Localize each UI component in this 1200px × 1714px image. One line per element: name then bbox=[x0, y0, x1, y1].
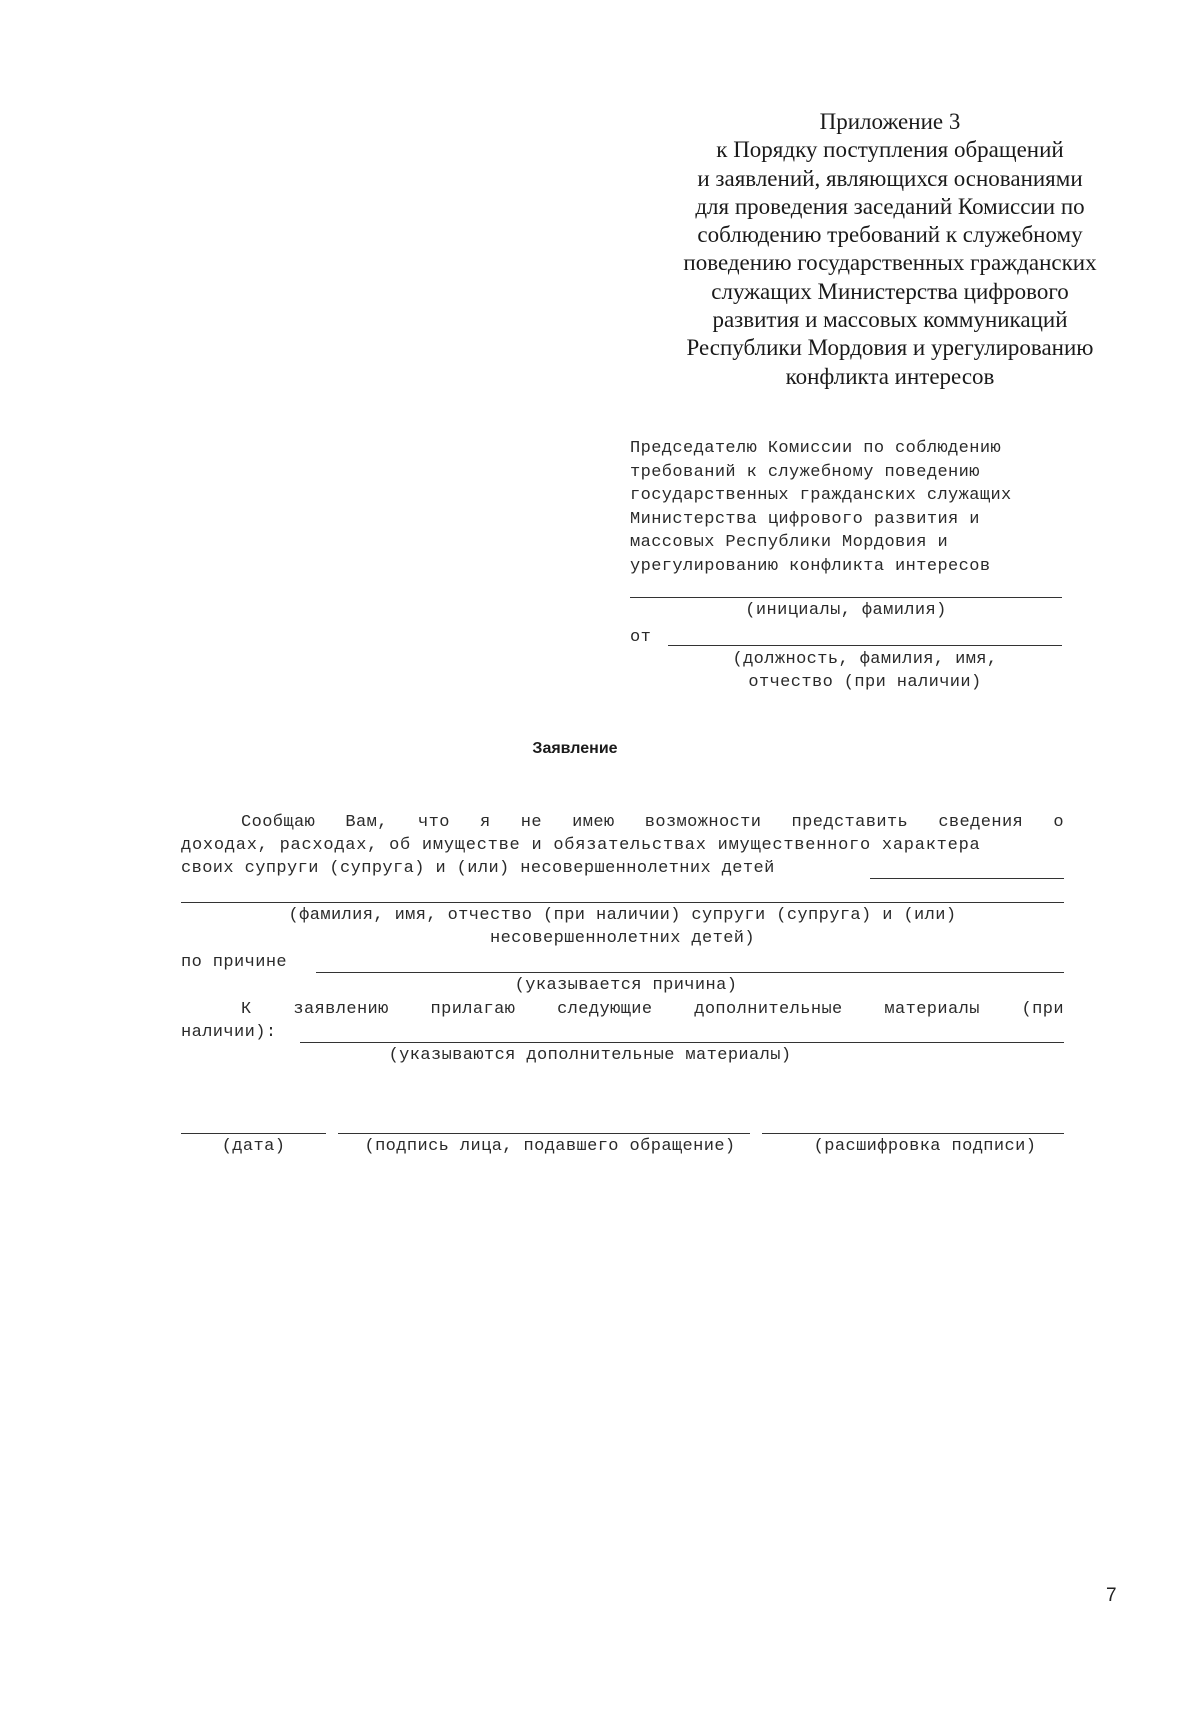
appendix-line: конфликта интересов bbox=[785, 363, 995, 389]
appendix-line: поведению государственных гражданских bbox=[683, 250, 1097, 276]
reason-caption: (указывается причина) bbox=[514, 976, 738, 995]
addressee-line: требований к служебному поведению bbox=[630, 462, 980, 482]
children-line bbox=[870, 878, 1064, 879]
attachment-word: следующие bbox=[557, 1000, 653, 1019]
appendix-line: к Порядку поступления обращений bbox=[716, 137, 1064, 163]
attachment-line bbox=[300, 1042, 1064, 1043]
position-caption: отчество (при наличии) bbox=[748, 673, 982, 692]
decode-line bbox=[762, 1133, 1064, 1134]
appendix-line: Республики Мордовия и урегулированию bbox=[686, 335, 1094, 361]
attachment-word: заявлению bbox=[293, 1000, 389, 1019]
addressee-line: урегулированию конфликта интересов bbox=[630, 556, 991, 576]
statement-word: что bbox=[417, 813, 450, 832]
signature-caption: (подпись лица, подавшего обращение) bbox=[364, 1137, 736, 1156]
addressee-line: Министерства цифрового развития и bbox=[630, 509, 980, 529]
date-line bbox=[181, 1133, 326, 1134]
statement-word: сведения bbox=[938, 813, 1024, 832]
statement-line-3: своих супруги (супруга) и (или) несовершеннолетних детей bbox=[181, 859, 775, 878]
statement-word: о bbox=[1053, 813, 1064, 832]
appendix-header bbox=[650, 108, 1130, 391]
position-caption: (должность, фамилия, имя, bbox=[732, 650, 998, 669]
spouse-line bbox=[181, 902, 1064, 903]
addressee-line: Председателю Комиссии по соблюдению bbox=[630, 439, 1002, 458]
statement-word: имею bbox=[572, 813, 615, 832]
reason-label: по причине bbox=[181, 953, 288, 972]
initials-line bbox=[630, 597, 1062, 598]
decode-caption: (расшифровка подписи) bbox=[813, 1137, 1037, 1156]
appendix-line: и заявлений, являющихся основаниями bbox=[697, 165, 1083, 191]
statement-word: не bbox=[520, 813, 542, 832]
attachment-label: наличии): bbox=[181, 1023, 277, 1042]
appendix-line: для проведения заседаний Комиссии по bbox=[695, 193, 1085, 219]
statement-word: представить bbox=[791, 813, 909, 832]
attachment-word: дополнительные bbox=[694, 1000, 843, 1019]
attachment-line-1 bbox=[241, 1000, 1064, 1019]
page-number: 7 bbox=[1106, 1585, 1117, 1606]
appendix-line: служащих Министерства цифрового bbox=[711, 278, 1069, 304]
signature-line bbox=[338, 1133, 750, 1134]
date-caption: (дата) bbox=[221, 1137, 286, 1156]
addressee-line: массовых Республики Мордовия и bbox=[630, 533, 949, 552]
appendix-title: Приложение 3 bbox=[819, 109, 961, 134]
attachment-word: К bbox=[241, 1000, 252, 1019]
statement-word: возможности bbox=[644, 813, 762, 832]
appendix-line: развития и массовых коммуникаций bbox=[712, 307, 1068, 333]
addressee-line: государственных гражданских служащих bbox=[630, 486, 1012, 505]
appendix-line: соблюдению требований к служебному bbox=[697, 222, 1083, 248]
attachment-word: (при bbox=[1021, 1000, 1064, 1019]
attachment-word: материалы bbox=[884, 1000, 980, 1019]
document-heading: Заявление bbox=[532, 740, 618, 757]
spouse-caption: (фамилия, имя, отчество (при наличии) супруги (супруга) и (или) bbox=[288, 906, 957, 925]
attachment-word: прилагаю bbox=[430, 1000, 516, 1019]
from-label: от bbox=[630, 628, 652, 647]
from-line bbox=[668, 645, 1062, 646]
statement-line-2: доходах, расходах, об имуществе и обязательствах имущественного характера bbox=[181, 836, 981, 855]
addressee-block bbox=[630, 437, 1070, 578]
initials-caption: (инициалы, фамилия) bbox=[745, 601, 947, 620]
spouse-caption: несовершеннолетних детей) bbox=[489, 929, 756, 948]
statement-word: Сообщаю bbox=[241, 813, 316, 832]
attachment-caption: (указываются дополнительные материалы) bbox=[388, 1046, 792, 1065]
statement-line-1 bbox=[241, 813, 1064, 832]
statement-word: я bbox=[479, 813, 491, 832]
statement-word: Вам, bbox=[345, 813, 388, 832]
reason-line bbox=[316, 972, 1064, 973]
